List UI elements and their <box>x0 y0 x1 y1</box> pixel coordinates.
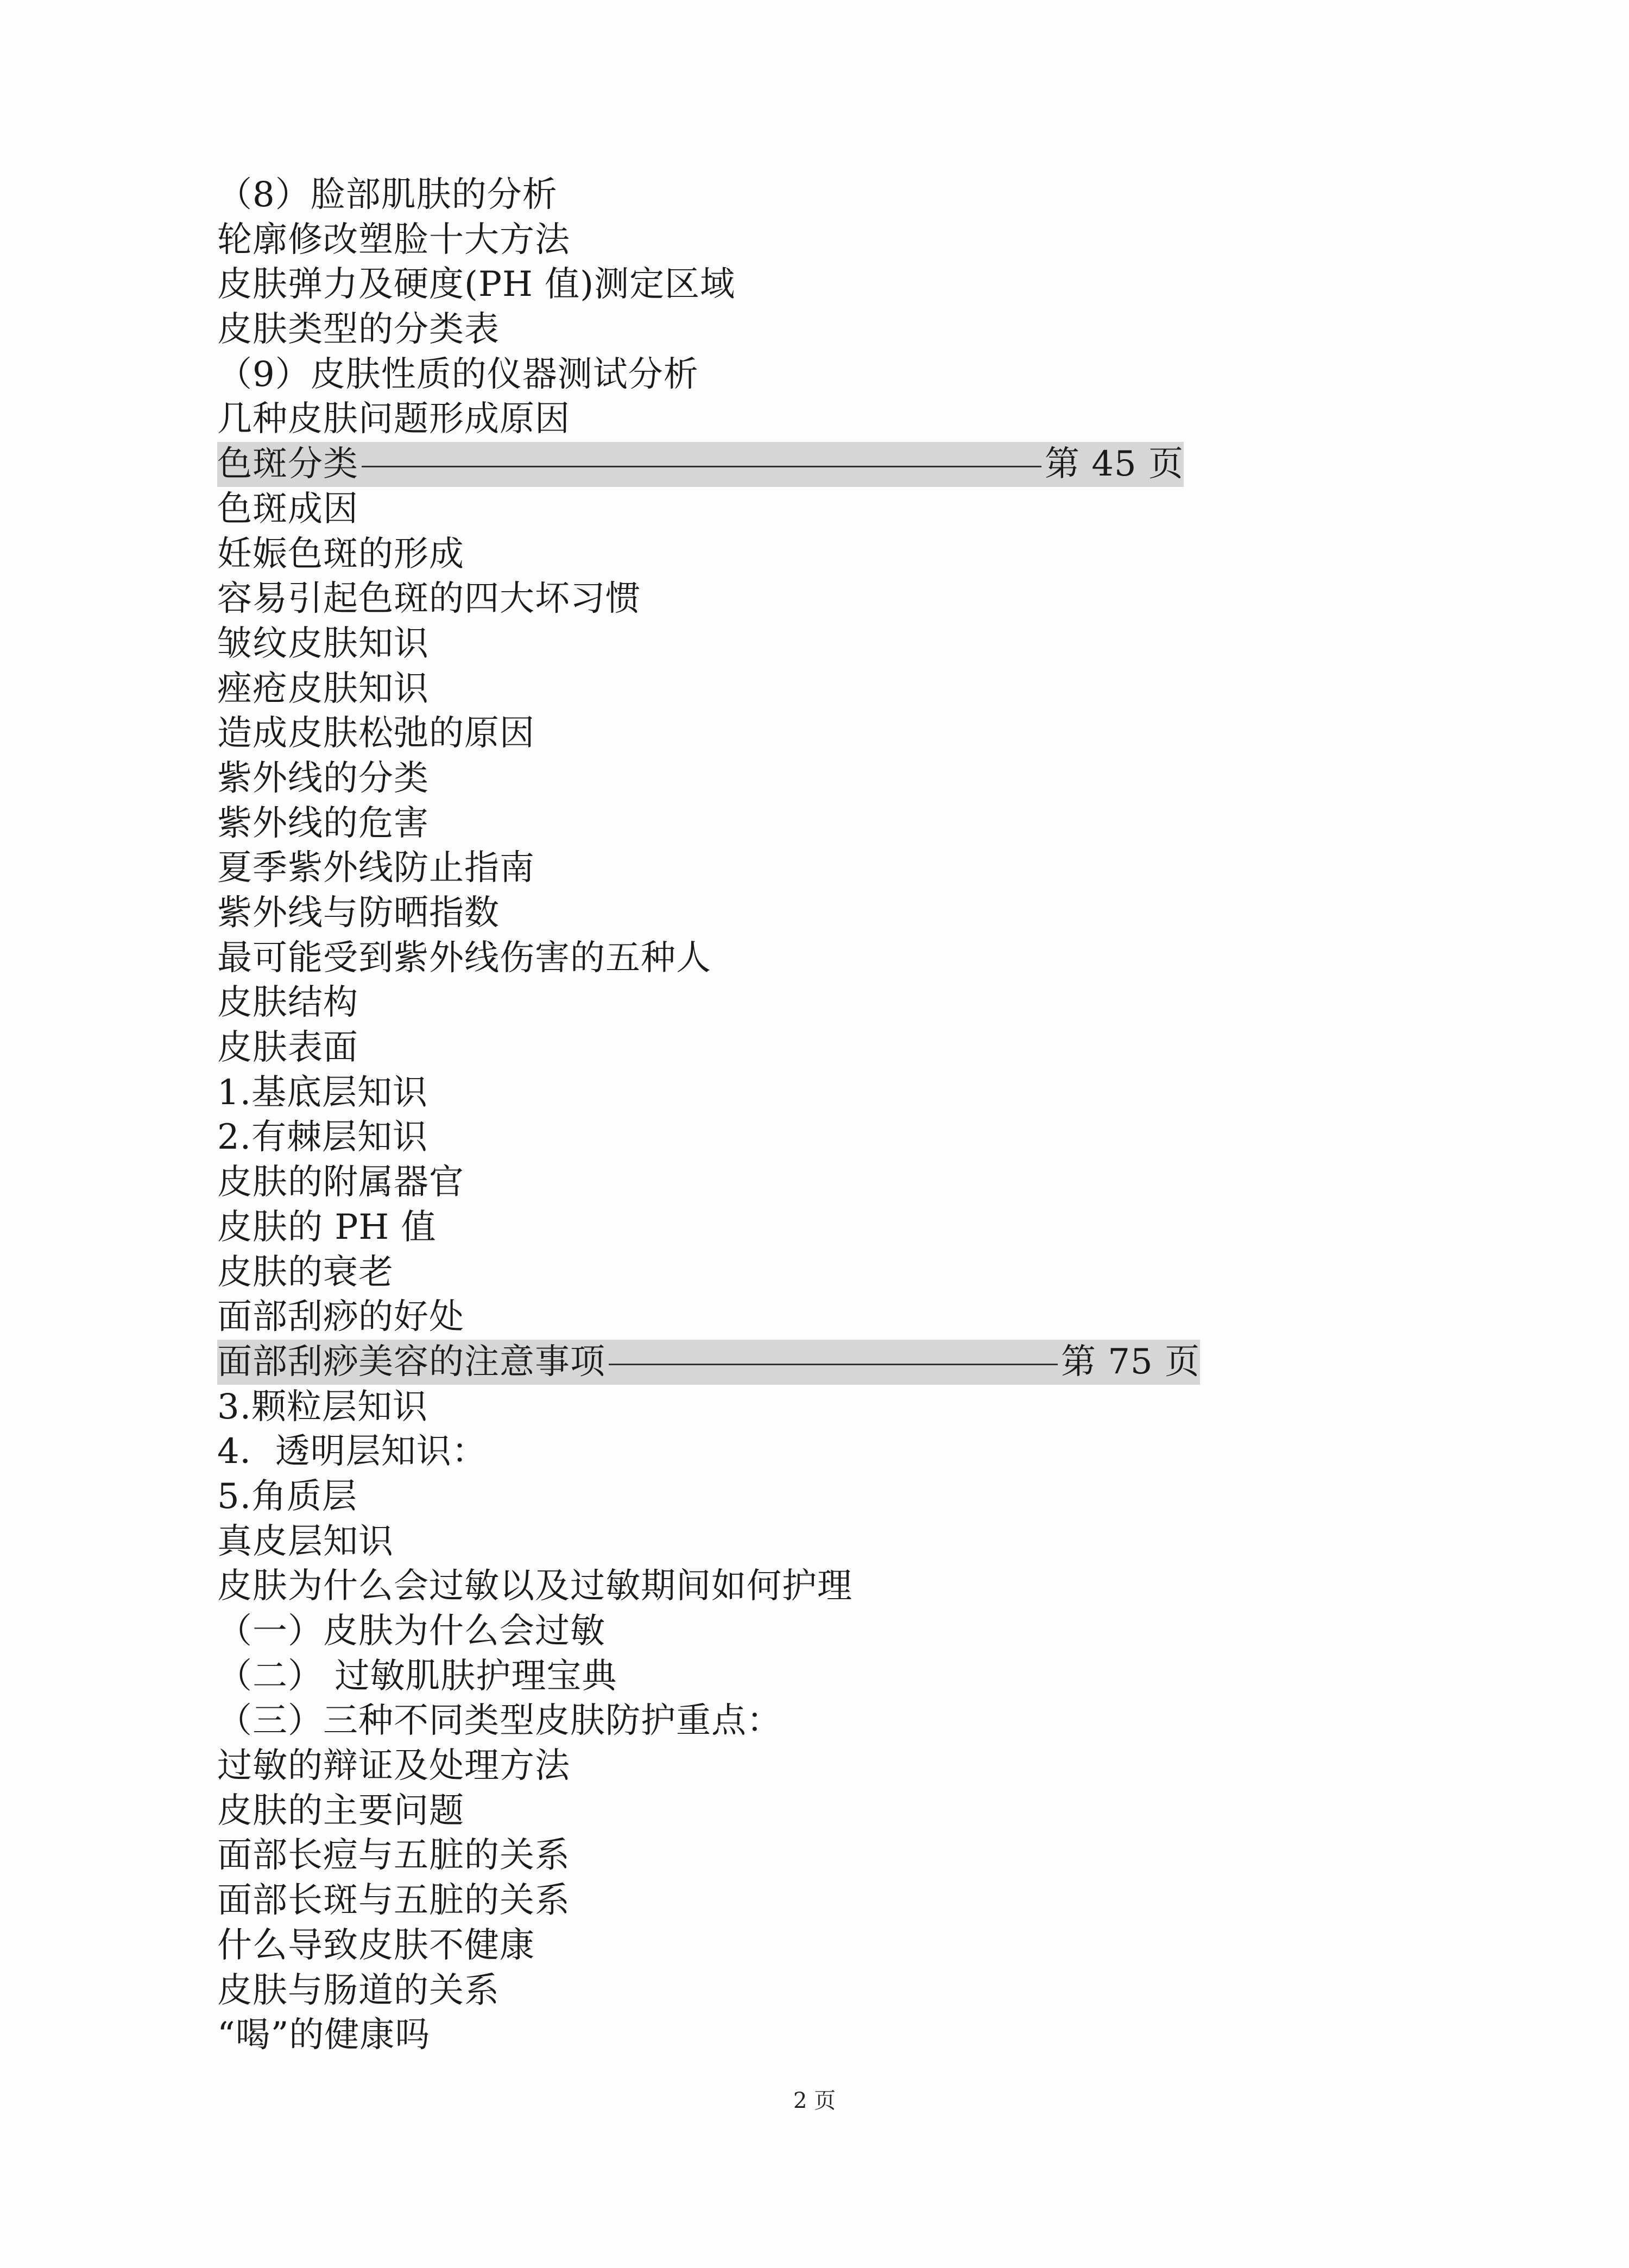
toc-entry: 皮肤类型的分类表 <box>217 309 500 350</box>
toc-section-heading <box>217 1340 1200 1385</box>
table-of-contents <box>217 173 1227 2058</box>
toc-entry: 皮肤表面 <box>217 1028 358 1068</box>
toc-entry: （8）脸部肌肤的分析 <box>217 175 558 215</box>
toc-entry: 面部长斑与五脏的关系 <box>217 1880 570 1921</box>
toc-page-ref: 第 45 页 <box>1044 444 1184 485</box>
toc-entry: 皱纹皮肤知识 <box>217 623 429 664</box>
toc-section-heading <box>217 442 1184 487</box>
toc-entry: 最可能受到紫外线伤害的五种人 <box>217 937 711 978</box>
toc-entry: 容易引起色斑的四大坏习惯 <box>217 579 641 619</box>
toc-entry: 5.角质层 <box>217 1476 358 1517</box>
toc-entry: 皮肤的主要问题 <box>217 1790 464 1831</box>
toc-entry: 皮肤弹力及硬度(PH 值)测定区域 <box>217 264 736 305</box>
toc-entry: 皮肤的附属器官 <box>217 1162 464 1203</box>
toc-entry: 轮廓修改塑脸十大方法 <box>217 219 570 260</box>
toc-section-title: 面部刮痧美容的注意事项 <box>217 1341 605 1382</box>
toc-entry: 面部刮痧的好处 <box>217 1297 464 1338</box>
toc-entry: 紫外线与防晒指数 <box>217 893 500 933</box>
toc-entry: 面部长痘与五脏的关系 <box>217 1835 570 1876</box>
toc-section-title: 色斑分类 <box>217 444 358 485</box>
toc-page-ref: 第 75 页 <box>1060 1341 1200 1382</box>
toc-entry: “喝”的健康吗 <box>217 2015 431 2056</box>
toc-entry: 几种皮肤问题形成原因 <box>217 399 570 440</box>
toc-entry: 皮肤结构 <box>217 983 358 1023</box>
toc-entry: 夏季紫外线防止指南 <box>217 848 535 889</box>
toc-entry: 皮肤与肠道的关系 <box>217 1970 500 2011</box>
toc-entry: 造成皮肤松弛的原因 <box>217 713 535 754</box>
toc-entry: （一）皮肤为什么会过敏 <box>217 1611 605 1651</box>
page-number: 2 页 <box>793 2088 836 2113</box>
dash-leader <box>609 1364 1058 1365</box>
toc-entry: 色斑成因 <box>217 489 358 529</box>
toc-entry: 过敏的辩证及处理方法 <box>217 1746 570 1786</box>
toc-entry: 3.颗粒层知识 <box>217 1386 428 1427</box>
toc-entry: 痤疮皮肤知识 <box>217 668 429 709</box>
toc-entry: 真皮层知识 <box>217 1521 394 1562</box>
toc-entry: 紫外线的分类 <box>217 758 429 799</box>
toc-entry: （9）皮肤性质的仪器测试分析 <box>217 354 699 395</box>
dash-leader <box>362 466 1041 467</box>
toc-entry: 妊娠色斑的形成 <box>217 534 464 574</box>
toc-entry: 2.有棘层知识 <box>217 1117 428 1158</box>
toc-entry: 紫外线的危害 <box>217 803 429 844</box>
toc-entry: 皮肤的衰老 <box>217 1252 394 1293</box>
toc-entry: 皮肤的 PH 值 <box>217 1207 437 1247</box>
toc-entry: 4．透明层知识： <box>217 1431 487 1472</box>
toc-entry: 1.基底层知识 <box>217 1072 428 1113</box>
toc-entry: （二） 过敏肌肤护理宝典 <box>217 1656 617 1696</box>
toc-entry: （三）三种不同类型皮肤防护重点： <box>217 1701 782 1741</box>
toc-entry: 皮肤为什么会过敏以及过敏期间如何护理 <box>217 1566 853 1607</box>
toc-entry: 什么导致皮肤不健康 <box>217 1925 535 1966</box>
